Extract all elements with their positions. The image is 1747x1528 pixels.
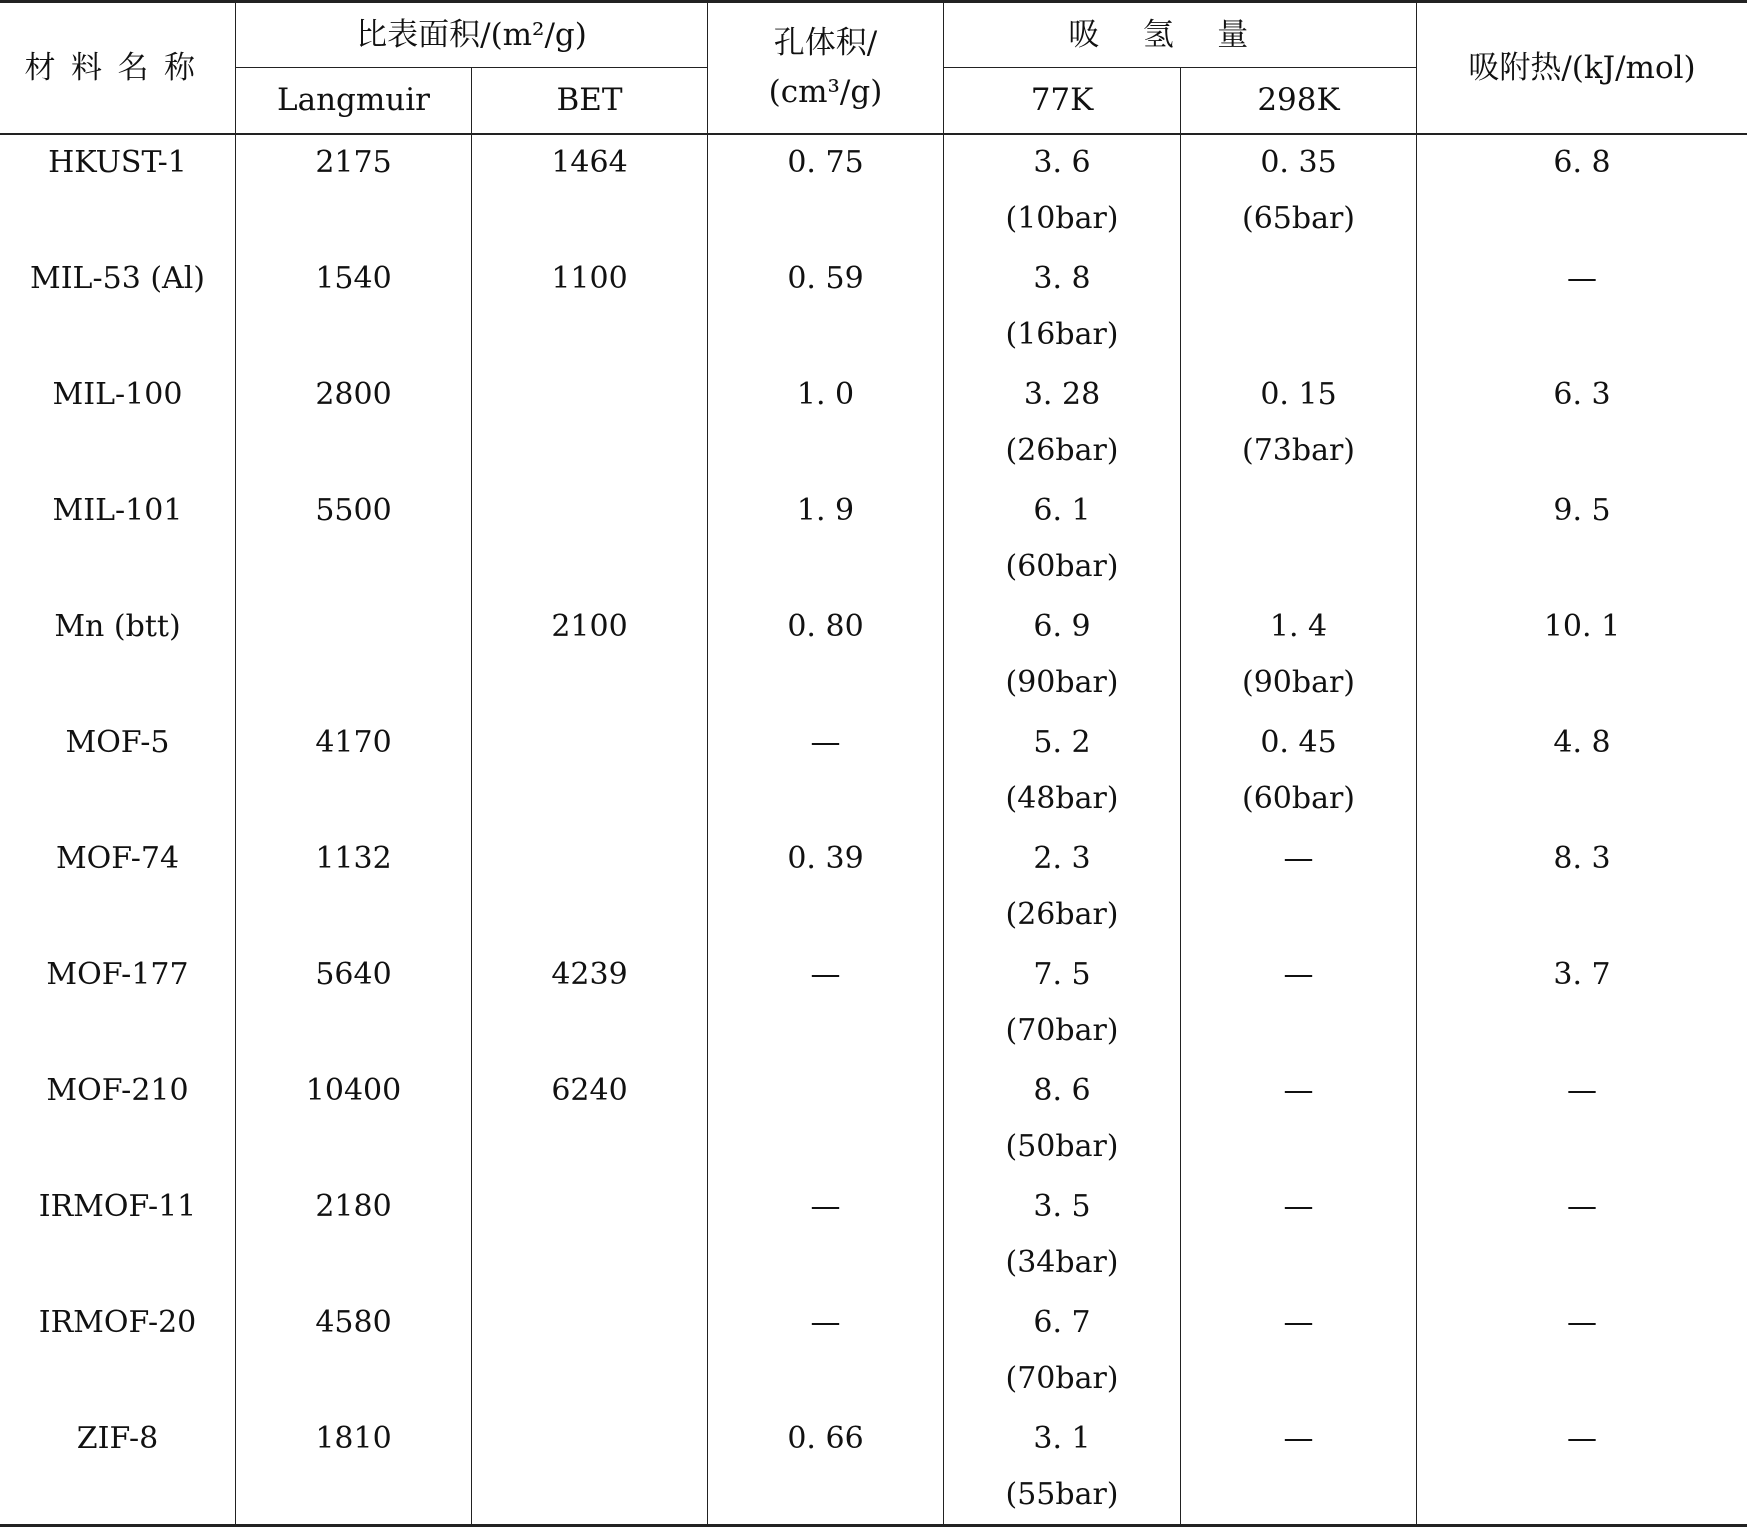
cell-p298 (1181, 771, 1416, 827)
cell-h77-text: 5. 2 (1033, 725, 1091, 760)
cell-name (0, 483, 235, 539)
header-langmuir-text: Langmuir (277, 82, 430, 118)
cell-p77-text: (70bar) (1005, 1361, 1119, 1396)
cell-heat (1417, 1411, 1747, 1467)
cell-name (0, 599, 235, 655)
cell-name-text: ZIF-8 (76, 1421, 159, 1456)
cell-p298 (1181, 1235, 1416, 1291)
cell-heat (1417, 947, 1747, 1003)
cell-pore (708, 947, 943, 1003)
cell-langmuir (236, 599, 471, 655)
cell-h298-text: 0. 15 (1260, 377, 1337, 412)
cell-pore-text: 0. 75 (787, 145, 864, 180)
cell-bet-text: 1100 (551, 261, 628, 296)
header-material-name (0, 3, 235, 133)
cell-h298 (1181, 1179, 1416, 1235)
cell-pore-text: 1. 0 (796, 377, 855, 412)
cell-p77-text: (34bar) (1005, 1245, 1119, 1280)
cell-name (0, 831, 235, 887)
cell-p77 (944, 887, 1180, 943)
cell-h298 (1181, 1411, 1416, 1467)
cell-pore-text: — (810, 725, 841, 760)
cell-langmuir (236, 1063, 471, 1119)
cell-h298-text: — (1283, 1073, 1314, 1108)
cell-h77 (944, 1411, 1180, 1467)
cell-h298 (1181, 947, 1416, 1003)
cell-heat-text: — (1567, 261, 1597, 296)
cell-h298 (1181, 599, 1416, 655)
cell-p298 (1181, 655, 1416, 711)
cell-p298 (1181, 1351, 1416, 1407)
cell-h298-text: 0. 35 (1260, 145, 1337, 180)
cell-heat (1417, 599, 1747, 655)
cell-heat-text: — (1567, 1073, 1597, 1108)
cell-p298-text: (73bar) (1241, 433, 1355, 468)
cell-heat-text: — (1567, 1421, 1597, 1456)
cell-p77 (944, 1351, 1180, 1407)
cell-p298 (1181, 539, 1416, 595)
cell-h77 (944, 947, 1180, 1003)
cell-h77 (944, 1179, 1180, 1235)
cell-pore (708, 1063, 943, 1119)
cell-p77-text: (16bar) (1005, 317, 1119, 352)
cell-pore (708, 483, 943, 539)
cell-h77 (944, 1295, 1180, 1351)
cell-pore (708, 367, 943, 423)
cell-name (0, 1063, 235, 1119)
cell-h77 (944, 599, 1180, 655)
cell-h298-text: — (1283, 1189, 1314, 1224)
cell-h77-text: 3. 6 (1033, 145, 1091, 180)
cell-h298-text: — (1283, 1421, 1314, 1456)
cell-name (0, 1411, 235, 1467)
cell-pore (708, 599, 943, 655)
cell-bet (472, 715, 707, 771)
header-77k-text: 77K (1030, 82, 1094, 118)
cell-p77-text: (90bar) (1005, 665, 1119, 700)
cell-h298-text: — (1283, 957, 1314, 992)
cell-heat-text: 8. 3 (1553, 841, 1611, 876)
cell-pore (708, 135, 943, 191)
cell-name (0, 135, 235, 191)
cell-p298-text: (90bar) (1241, 665, 1355, 700)
cell-heat (1417, 831, 1747, 887)
cell-p77-text: (26bar) (1005, 433, 1119, 468)
cell-pore (708, 251, 943, 307)
cell-h298-text: 0. 45 (1260, 725, 1337, 760)
cell-bet (472, 831, 707, 887)
cell-langmuir-text: 2175 (315, 145, 392, 180)
cell-h298 (1181, 831, 1416, 887)
cell-name-text: HKUST-1 (48, 145, 187, 180)
cell-name-text: MOF-210 (46, 1073, 189, 1108)
cell-name (0, 367, 235, 423)
cell-pore-text: 0. 59 (787, 261, 864, 296)
cell-name-text: IRMOF-20 (38, 1305, 197, 1340)
cell-name-text: Mn (btt) (54, 609, 181, 644)
cell-h77 (944, 135, 1180, 191)
cell-bet (472, 1411, 707, 1467)
cell-name-text: MOF-177 (46, 957, 189, 992)
header-bet-text: BET (556, 82, 623, 118)
cell-bet (472, 367, 707, 423)
cell-name-text: MOF-5 (65, 725, 170, 760)
cell-name (0, 1179, 235, 1235)
cell-p77 (944, 423, 1180, 479)
cell-langmuir-text: 4170 (315, 725, 392, 760)
cell-heat-text: 6. 3 (1553, 377, 1611, 412)
cell-h77 (944, 251, 1180, 307)
cell-p77 (944, 191, 1180, 247)
cell-p77-text: (60bar) (1005, 549, 1119, 584)
cell-pore-text: 0. 66 (787, 1421, 864, 1456)
cell-p298 (1181, 1467, 1416, 1523)
cell-bet-text: 2100 (551, 609, 628, 644)
cell-h77 (944, 831, 1180, 887)
cell-h77-text: 6. 9 (1033, 609, 1091, 644)
cell-p77 (944, 655, 1180, 711)
cell-p77-text: (70bar) (1005, 1013, 1119, 1048)
cell-langmuir (236, 135, 471, 191)
cell-p298 (1181, 423, 1416, 479)
cell-langmuir-text: 5500 (315, 493, 392, 528)
cell-langmuir (236, 831, 471, 887)
cell-heat-text: 6. 8 (1553, 145, 1611, 180)
cell-p77-text: (10bar) (1005, 201, 1119, 236)
cell-heat-text: 3. 7 (1553, 957, 1611, 992)
header-bet (472, 68, 707, 133)
cell-h298-text: — (1283, 1305, 1314, 1340)
cell-h77-text: 6. 1 (1033, 493, 1091, 528)
cell-h77-text: 3. 5 (1033, 1189, 1091, 1224)
cell-pore-text: 1. 9 (796, 493, 855, 528)
cell-p77-text: (55bar) (1005, 1477, 1119, 1512)
header-pore-volume-line1: 孔体积/ (773, 25, 878, 61)
cell-langmuir-text: 5640 (315, 957, 392, 992)
cell-p77-text: (50bar) (1005, 1129, 1119, 1164)
cell-bet (472, 947, 707, 1003)
cell-h77-text: 3. 8 (1033, 261, 1091, 296)
cell-pore-text: 0. 80 (787, 609, 864, 644)
cell-pore (708, 1179, 943, 1235)
cell-bet-text: 4239 (551, 957, 628, 992)
cell-langmuir-text: 2180 (315, 1189, 392, 1224)
cell-heat-text: 10. 1 (1543, 609, 1621, 644)
cell-h77 (944, 483, 1180, 539)
cell-p298 (1181, 191, 1416, 247)
header-pore-volume (708, 3, 943, 133)
cell-bet (472, 1295, 707, 1351)
cell-name (0, 947, 235, 1003)
cell-pore-text: — (810, 1189, 841, 1224)
cell-pore (708, 715, 943, 771)
cell-name-text: IRMOF-11 (38, 1189, 197, 1224)
cell-heat (1417, 135, 1747, 191)
cell-bet-text: 1464 (551, 145, 628, 180)
cell-langmuir (236, 1179, 471, 1235)
cell-pore (708, 831, 943, 887)
cell-h298 (1181, 251, 1416, 307)
cell-langmuir-text: 4580 (315, 1305, 392, 1340)
header-material-name-text: 材料名称 (24, 49, 211, 86)
cell-bet (472, 1063, 707, 1119)
cell-name-text: MOF-74 (55, 841, 180, 876)
cell-name (0, 251, 235, 307)
cell-pore-text: 0. 39 (787, 841, 864, 876)
cell-pore (708, 1411, 943, 1467)
cell-h298 (1181, 483, 1416, 539)
cell-h77-text: 8. 6 (1033, 1073, 1091, 1108)
cell-name (0, 1295, 235, 1351)
cell-langmuir (236, 367, 471, 423)
cell-name-text: MIL-100 (52, 377, 183, 412)
cell-h298 (1181, 367, 1416, 423)
header-77k (944, 68, 1180, 133)
cell-langmuir-text: 1132 (315, 841, 392, 876)
header-adsorption-heat (1417, 3, 1747, 133)
header-hydrogen-uptake-text: 吸氢量 (1068, 16, 1292, 53)
cell-p298 (1181, 1119, 1416, 1175)
cell-p298 (1181, 307, 1416, 363)
cell-heat (1417, 715, 1747, 771)
cell-langmuir-text: 10400 (305, 1073, 402, 1108)
cell-h77 (944, 715, 1180, 771)
cell-heat-text: — (1567, 1189, 1597, 1224)
cell-p77 (944, 771, 1180, 827)
cell-pore (708, 1295, 943, 1351)
cell-langmuir (236, 1411, 471, 1467)
cell-h298 (1181, 1295, 1416, 1351)
cell-h77 (944, 1063, 1180, 1119)
cell-heat (1417, 251, 1747, 307)
cell-p77 (944, 539, 1180, 595)
cell-p298 (1181, 887, 1416, 943)
cell-langmuir-text: 1540 (315, 261, 392, 296)
cell-h77 (944, 367, 1180, 423)
cell-p77 (944, 1119, 1180, 1175)
cell-langmuir-text: 2800 (315, 377, 392, 412)
header-surface-area (236, 3, 707, 67)
cell-pore-text: — (810, 1305, 841, 1340)
cell-bet-text: 6240 (551, 1073, 628, 1108)
header-298k-text: 298K (1257, 82, 1340, 118)
cell-name-text: MIL-53 (Al) (29, 261, 205, 296)
cell-p298-text: (60bar) (1241, 781, 1355, 816)
header-adsorption-heat-text: 吸附热/(kJ/mol) (1468, 49, 1696, 86)
cell-bet (472, 483, 707, 539)
cell-bet (472, 1179, 707, 1235)
cell-h77-text: 6. 7 (1033, 1305, 1091, 1340)
cell-h298-text: — (1283, 841, 1314, 876)
header-surface-area-text: 比表面积/(m²/g) (356, 16, 587, 53)
cell-langmuir (236, 1295, 471, 1351)
cell-h298 (1181, 1063, 1416, 1119)
cell-bet (472, 251, 707, 307)
header-pore-volume-line2: (cm³/g) (768, 74, 883, 110)
cell-p77 (944, 1003, 1180, 1059)
cell-h77-text: 7. 5 (1033, 957, 1091, 992)
cell-heat-text: — (1567, 1305, 1597, 1340)
cell-langmuir (236, 947, 471, 1003)
cell-langmuir (236, 483, 471, 539)
cell-p77 (944, 307, 1180, 363)
cell-langmuir-text: 1810 (315, 1421, 392, 1456)
cell-h298 (1181, 135, 1416, 191)
header-298k (1181, 68, 1416, 133)
header-hydrogen-uptake (944, 3, 1416, 67)
cell-h77-text: 3. 1 (1033, 1421, 1091, 1456)
cell-h298 (1181, 715, 1416, 771)
cell-p298-text: (65bar) (1241, 201, 1355, 236)
cell-h77-text: 2. 3 (1033, 841, 1091, 876)
cell-heat (1417, 367, 1747, 423)
cell-name-text: MIL-101 (52, 493, 183, 528)
cell-heat (1417, 483, 1747, 539)
cell-p77 (944, 1467, 1180, 1523)
cell-heat-text: 4. 8 (1553, 725, 1611, 760)
cell-name (0, 715, 235, 771)
cell-bet (472, 135, 707, 191)
cell-p77-text: (48bar) (1005, 781, 1119, 816)
cell-langmuir (236, 251, 471, 307)
cell-heat-text: 9. 5 (1553, 493, 1611, 528)
cell-h298-text: 1. 4 (1269, 609, 1328, 644)
cell-bet (472, 599, 707, 655)
cell-p77 (944, 1235, 1180, 1291)
cell-h77-text: 3. 28 (1023, 377, 1101, 412)
cell-heat (1417, 1295, 1747, 1351)
cell-langmuir (236, 715, 471, 771)
cell-pore-text: — (810, 957, 841, 992)
cell-heat (1417, 1179, 1747, 1235)
table-bottom-rule (0, 1524, 1747, 1527)
cell-p77-text: (26bar) (1005, 897, 1119, 932)
header-langmuir (236, 68, 471, 133)
cell-p298 (1181, 1003, 1416, 1059)
cell-heat (1417, 1063, 1747, 1119)
